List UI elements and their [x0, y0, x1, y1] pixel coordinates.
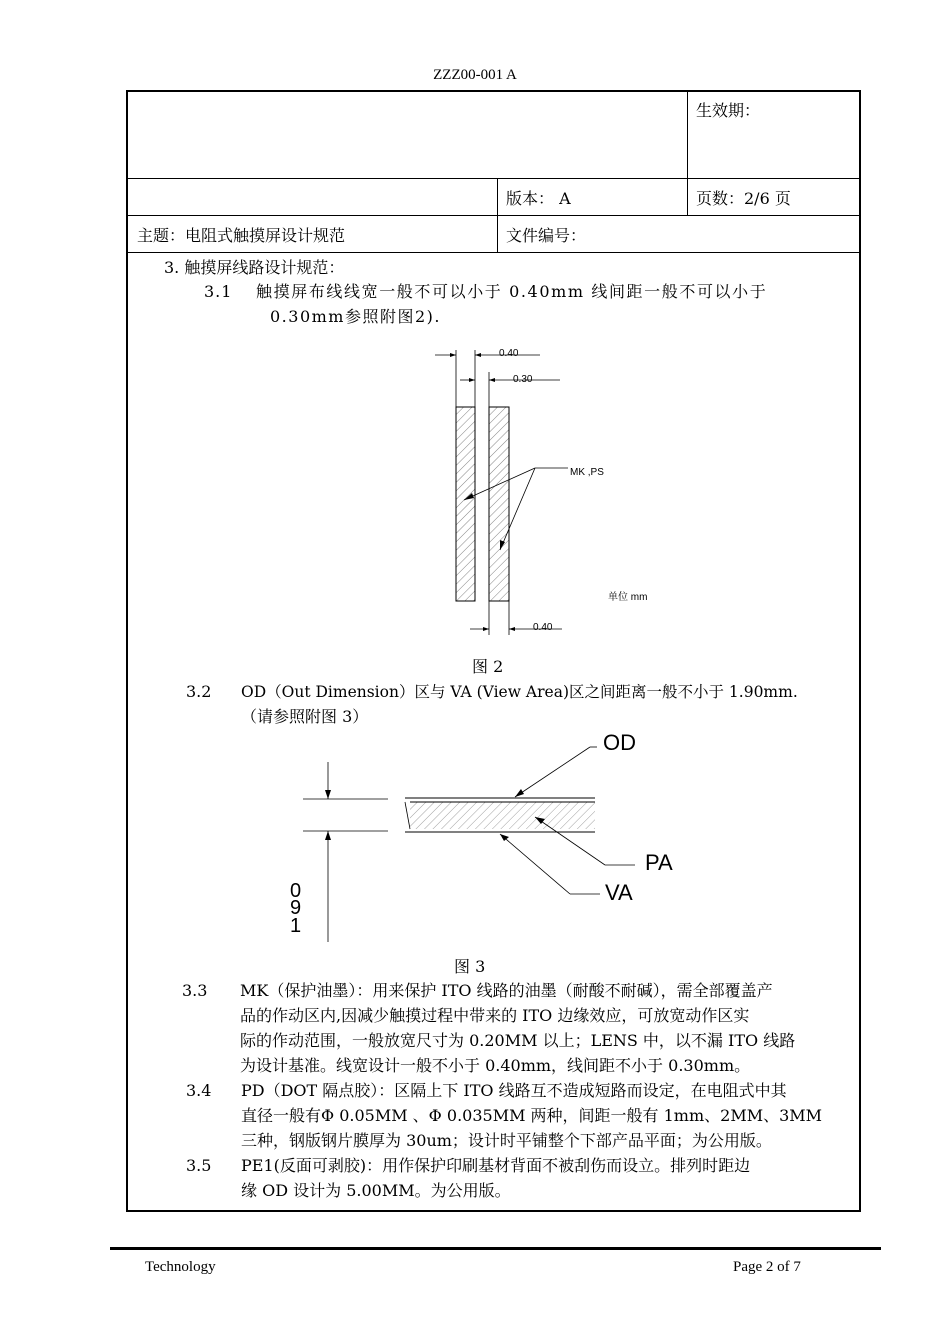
item-line: 直径一般有Φ 0.05MM 、Φ 0.035MM 两种，间距一般有 1mm、2MM、3MM	[241, 1106, 823, 1125]
item-line: PE1(反面可剥胶)：用作保护印刷基材背面不被刮伤而设立。排列时距边	[241, 1156, 751, 1175]
figure-2-caption: 图 2	[472, 657, 504, 676]
trace-strip-right	[489, 407, 509, 601]
item-text: 触摸屏布线线宽一般不可以小于 0.40mm 线间距一般不可以小于	[256, 282, 768, 301]
header-column-divider	[497, 178, 498, 252]
figure-3-caption: 图 3	[454, 957, 486, 976]
version-label: 版本： A	[506, 189, 571, 208]
footer-left-text: Technology	[145, 1259, 216, 1275]
figure-3-diagram	[285, 722, 705, 947]
item-line: 为设计基准。线宽设计一般不小于 0.40mm，线间距不小于 0.30mm。	[240, 1056, 751, 1075]
label-pa: PA	[645, 850, 673, 875]
dim-label-bottom: 0.40	[533, 622, 553, 633]
item-line: 际的作动范围，一般放宽尺寸为 0.20MM 以上；LENS 中，以不漏 ITO 线路	[240, 1031, 796, 1050]
item-line: 三种，钢版钢片膜厚为 30um；设计时平铺整个下部产品平面；为公用版。	[241, 1131, 772, 1150]
item-number: 3.2	[186, 682, 212, 701]
unit-label: 单位 mm	[608, 592, 648, 603]
file-number-label: 文件编号：	[506, 226, 587, 245]
document-id: ZZZ00-001 A	[433, 67, 517, 83]
callout-label: MK ,PS	[570, 467, 604, 478]
dim-char: 0	[290, 880, 302, 902]
label-va: VA	[605, 880, 633, 905]
item-text: OD（Out Dimension）区与 VA (View Area)区之间距离一般不小于 1.90mm.	[241, 683, 798, 701]
trace-strip-left	[456, 407, 475, 601]
item-number: 3.3	[182, 981, 208, 1000]
item-line: MK（保护油墨）：用来保护 ITO 线路的油墨（耐酸不耐碱），需全部覆盖产	[240, 981, 773, 1000]
label-od: OD	[603, 730, 636, 755]
figure-2-diagram	[420, 340, 680, 640]
item-line: PD（DOT 隔点胶）：区隔上下 ITO 线路互不造成短路而设定，在电阻式中其	[241, 1081, 787, 1100]
dim-label-top: 0.40	[499, 348, 519, 359]
header-divider	[128, 252, 859, 253]
dim-label-gap: 0.30	[513, 374, 533, 385]
effective-date-label: 生效期：	[696, 101, 761, 120]
dim-char: 1	[290, 915, 302, 937]
dim-char: 9	[290, 897, 302, 919]
page-count-label: 页数：2/6 页	[696, 189, 791, 208]
item-number: 3.5	[186, 1156, 212, 1175]
footer-page-number: Page 2 of 7	[733, 1259, 801, 1275]
footer-divider	[110, 1247, 881, 1250]
header-column-divider	[687, 92, 688, 215]
item-line: 缘 OD 设计为 5.00MM。为公用版。	[241, 1181, 511, 1200]
subject-label: 主题：电阻式触摸屏设计规范	[137, 226, 346, 245]
item-number: 3.1	[204, 282, 233, 301]
item-line: 品的作动区内,因减少触摸过程中带来的 ITO 边缘效应，可放宽动作区实	[240, 1006, 750, 1025]
header-divider	[128, 215, 859, 216]
item-number: 3.4	[186, 1081, 212, 1100]
section-heading: 3. 触摸屏线路设计规范：	[164, 258, 345, 277]
header-divider	[128, 178, 859, 179]
item-text: （请参照附图 3）	[241, 707, 369, 726]
item-text: 0.30mm参照附图2).	[270, 307, 441, 326]
